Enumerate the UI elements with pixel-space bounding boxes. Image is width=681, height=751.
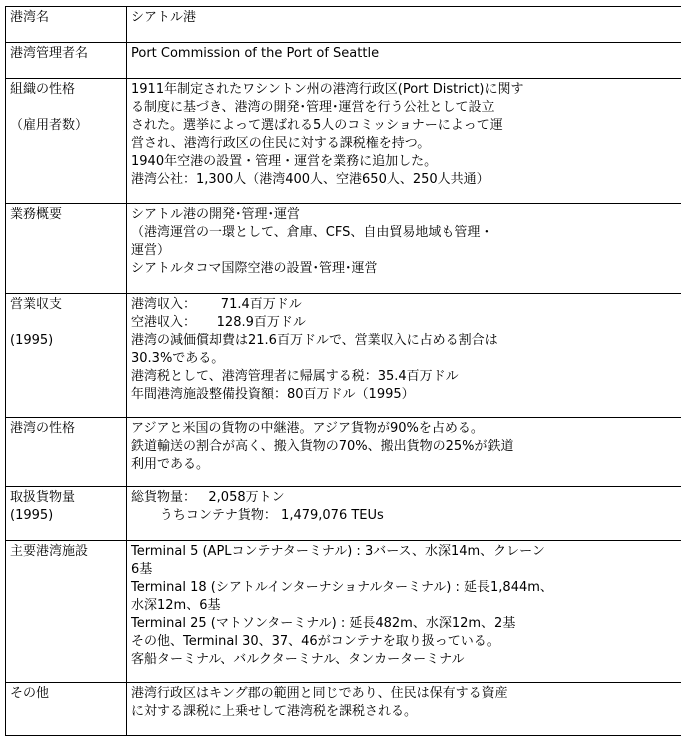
value-line: シアトルタコマ国際空港の設置･管理･運営	[131, 261, 378, 276]
row-label	[6, 7, 127, 43]
row-label	[6, 418, 127, 487]
table-row	[6, 7, 681, 43]
label-gap	[10, 314, 122, 332]
value-line: Terminal 25 (マトソンターミナル) : 延長482m、水深12m、2基	[131, 616, 516, 631]
label-line: (1995)	[10, 333, 54, 348]
row-value	[127, 683, 681, 736]
value-line: 港湾収入： 71.4百万ドル	[131, 297, 302, 312]
value-line: うちコンテナ貨物： 1,479,076 TEUs	[131, 508, 384, 523]
label-line: 組織の性格	[10, 82, 76, 97]
value-line: Terminal 5 (APLコンテナターミナル) : 3バース、水深14m、クレーン	[131, 544, 545, 559]
table-row	[6, 79, 681, 204]
label-line: 港湾の性格	[10, 421, 76, 436]
row-value	[127, 487, 681, 541]
label-line: 営業収支	[10, 297, 63, 312]
value-line: 利用である。	[131, 457, 210, 472]
value-line: シアトル港の開発･管理･運営	[131, 207, 301, 222]
value-line: 港湾税として、港湾管理者に帰属する税：35.4百万ドル	[131, 369, 459, 384]
label-line: 港湾名	[10, 10, 50, 25]
row-value	[127, 294, 681, 418]
table-row	[6, 487, 681, 541]
table-row	[6, 204, 681, 294]
value-line: その他、Terminal 30、37、46がコンテナを取り扱っている。	[131, 634, 500, 649]
value-line: 6基	[131, 562, 153, 577]
value-line: （港湾運営の一環として、倉庫、CFS、自由貿易地域も管理・	[131, 225, 494, 240]
value-line: に対する課税に上乗せして港湾税を課税される。	[131, 704, 418, 719]
label-line: その他	[10, 686, 50, 701]
value-line: 港湾公社：1,300人（港湾400人、空港650人、250人共通）	[131, 172, 490, 187]
value-line: 港湾行政区はキング郡の範囲と同じであり、住民は保有する資産	[131, 686, 508, 701]
value-line: 客船ターミナル、バルクターミナル、タンカーターミナル	[131, 652, 465, 667]
value-line: された。選挙によって選ばれる5人のコミッショナーによって運	[131, 118, 503, 133]
label-line: （雇用者数）	[10, 118, 89, 133]
label-line: 取扱貨物量	[10, 490, 76, 505]
value-line: 1940年空港の設置・管理・運営を業務に追加した。	[131, 154, 438, 169]
table-row	[6, 683, 681, 736]
label-gap	[10, 99, 122, 117]
row-label	[6, 541, 127, 683]
port-info-table	[5, 6, 681, 736]
row-value	[127, 43, 681, 79]
row-label	[6, 487, 127, 541]
value-line: 鉄道輸送の割合が高く、搬入貨物の70%、搬出貨物の25%が鉄道	[131, 439, 514, 454]
row-value	[127, 541, 681, 683]
value-line: Port Commission of the Port of Seattle	[131, 46, 380, 61]
row-label	[6, 79, 127, 204]
table-row	[6, 541, 681, 683]
row-label	[6, 683, 127, 736]
value-line: 港湾の減価償却費は21.6百万ドルで、営業収入に占める割合は	[131, 333, 498, 348]
value-line: Terminal 18 (シアトルインターナショナルターミナル) : 延長1,844m、	[131, 580, 553, 595]
row-label	[6, 204, 127, 294]
table-row	[6, 418, 681, 487]
label-line: (1995)	[10, 508, 54, 523]
value-line: 運営）	[131, 243, 171, 258]
row-value	[127, 79, 681, 204]
row-label	[6, 294, 127, 418]
value-line: 総貨物量： 2,058万トン	[131, 490, 285, 505]
row-value	[127, 7, 681, 43]
value-line: 年間港湾施設整備投資額：80百万ドル（1995）	[131, 387, 415, 402]
label-line: 業務概要	[10, 207, 63, 222]
table-row	[6, 294, 681, 418]
value-line: 水深12m、6基	[131, 598, 221, 613]
table-row	[6, 43, 681, 79]
value-line: 空港収入： 128.9百万ドル	[131, 315, 306, 330]
value-line: 30.3%である。	[131, 351, 225, 366]
label-line: 港湾管理者名	[10, 46, 89, 61]
value-line: る制度に基づき、港湾の開発･管理･運営を行う公社として設立	[131, 100, 495, 115]
value-line: アジアと米国の貨物の中継港。アジア貨物が90%を占める。	[131, 421, 484, 436]
label-line: 主要港湾施設	[10, 544, 89, 559]
row-value	[127, 204, 681, 294]
value-line: シアトル港	[131, 10, 197, 25]
row-value	[127, 418, 681, 487]
row-label	[6, 43, 127, 79]
value-line: 営され、港湾行政区の住民に対する課税権を持つ。	[131, 136, 431, 151]
value-line: 1911年制定されたワシントン州の港湾行政区(Port District)に関す	[131, 82, 524, 97]
